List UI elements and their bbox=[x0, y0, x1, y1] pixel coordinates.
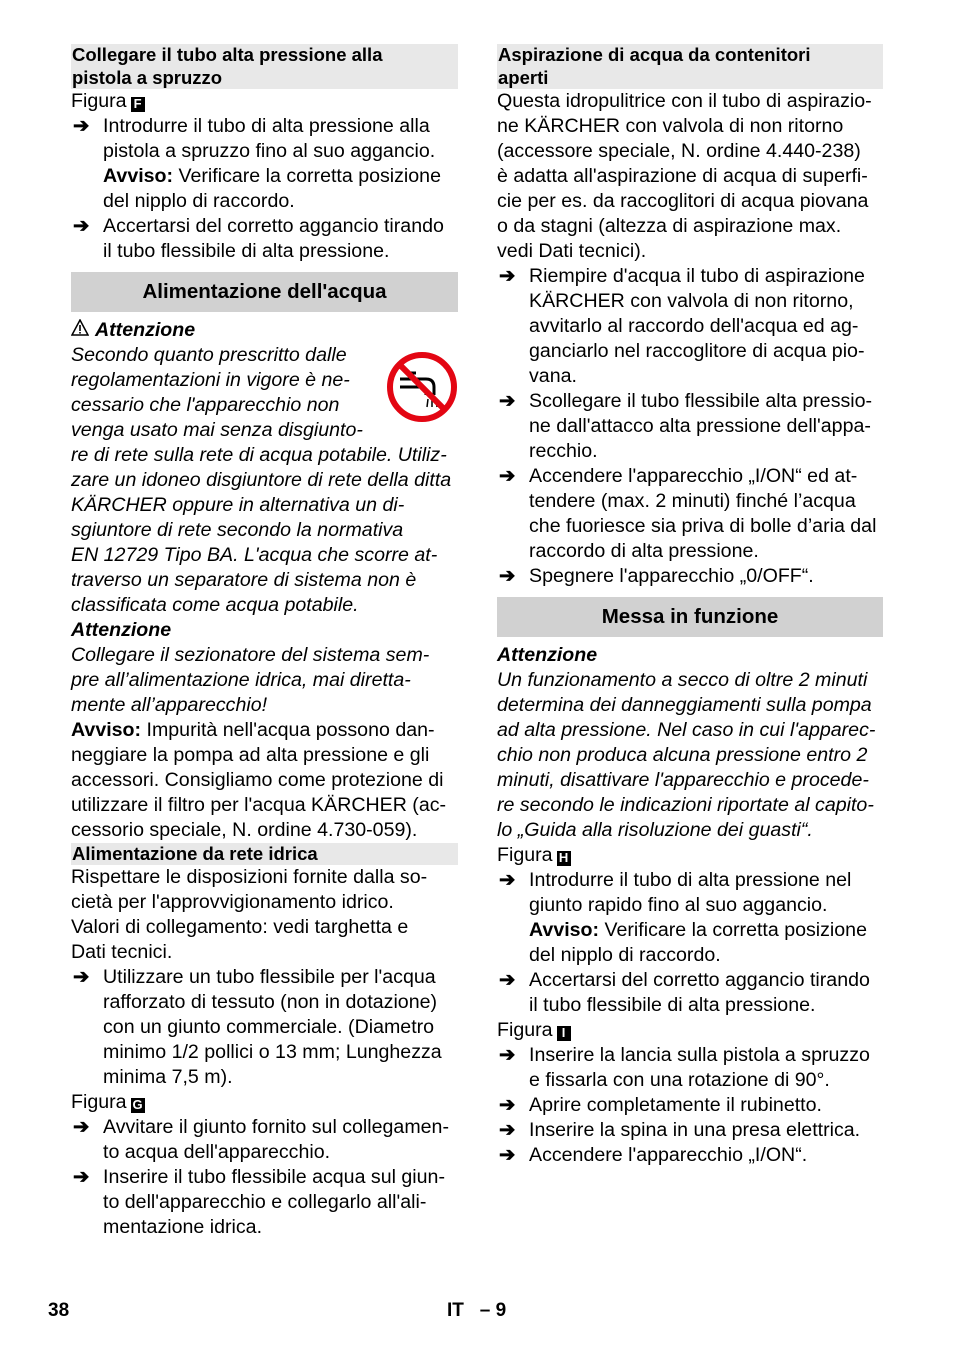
list-item: ➔ Scollegare il tubo flessibile alta pressio- ne dall'attacco alta pressione dell'appa- recchio. bbox=[499, 390, 873, 462]
warning-triangle-icon bbox=[71, 318, 95, 343]
right-column bbox=[497, 44, 883, 1168]
list-item: ➔ Avvitare il giunto fornito sul collegamen- to acqua dell'apparecchio. bbox=[73, 1116, 449, 1163]
figure-ref-h: Figura H bbox=[497, 843, 883, 868]
list-item: ➔ Inserire la spina in una presa elettrica. bbox=[499, 1119, 861, 1141]
mains-paragraph: Rispettare le disposizioni fornite dalla so- cietà per l'approvvigionamento idrico. Valori di collegamento: vedi targhetta e Dati tecnici. bbox=[71, 866, 428, 963]
figure-ref-f: Figura F bbox=[71, 89, 458, 114]
arrow-right-icon: ➔ bbox=[73, 115, 90, 137]
arrow-right-icon: ➔ bbox=[499, 1119, 516, 1141]
arrow-right-icon: ➔ bbox=[499, 265, 516, 287]
list-item: ➔ Inserire il tubo flessibile acqua sul giun- to dell'apparecchio e collegarlo all'ali- mentazione idrica. bbox=[73, 1166, 445, 1238]
list-item: ➔ Accertarsi del corretto aggancio tirando il tubo flessibile di alta pressione. bbox=[499, 969, 870, 1016]
arrow-right-icon: ➔ bbox=[499, 1144, 516, 1166]
figure-ref-i: Figura I bbox=[497, 1018, 883, 1043]
figure-letter-h: H bbox=[557, 851, 571, 866]
list-item: ➔ Accertarsi del corretto aggancio tirando il tubo flessibile di alta pressione. bbox=[73, 215, 444, 262]
arrow-right-icon: ➔ bbox=[499, 465, 516, 487]
list-item: ➔ Inserire la lancia sulla pistola a spruzzo e fissarla con una rotazione di 90°. bbox=[499, 1044, 870, 1091]
heading-mains-supply: Alimentazione da rete idrica bbox=[71, 843, 458, 865]
arrow-right-icon: ➔ bbox=[499, 969, 516, 991]
list-item: ➔ Riempire d'acqua il tubo di aspirazione KÄRCHER con valvola di non ritorno, avvitarlo al raccordo dell'acqua ed ag- ganciarlo nel raccoglitore di acqua pio- vana. bbox=[499, 265, 865, 387]
arrow-right-icon: ➔ bbox=[73, 215, 90, 237]
list-item: ➔ Accendere l'apparecchio „I/ON“. bbox=[499, 1144, 808, 1166]
figure-letter-i: I bbox=[557, 1026, 571, 1041]
left-column bbox=[71, 44, 458, 1240]
list-item: ➔ Introdurre il tubo di alta pressione nel giunto rapido fino al suo aggancio. Avviso: Verificare la corretta posizione del nipplo di raccordo. bbox=[499, 869, 867, 966]
figure-ref-g: Figura G bbox=[71, 1091, 143, 1113]
arrow-right-icon: ➔ bbox=[499, 565, 516, 587]
arrow-right-icon: ➔ bbox=[499, 1044, 516, 1066]
figure-letter-f: F bbox=[131, 97, 145, 112]
warning-heading: Attenzione bbox=[71, 318, 458, 343]
warning-heading-2: Attenzione bbox=[71, 619, 172, 641]
warning-text: Secondo quanto prescritto dalle regolamentazioni in vigore è ne- cessario che l'apparecchio non venga usato mai senza disgiunto- re di rete sulla rete di acqua potabile. Utiliz- zare un idoneo disgiuntore di rete della ditta KÄRCHER oppure in alternativa un di- sgiuntore di rete secondo la normativa EN 12729 Tipo BA. L'acqua che scorre at- traverso un separatore di sistema non è classificata come acqua potabile. bbox=[71, 343, 458, 618]
arrow-right-icon: ➔ bbox=[73, 966, 90, 988]
arrow-right-icon: ➔ bbox=[73, 1166, 90, 1188]
arrow-right-icon: ➔ bbox=[73, 1116, 90, 1138]
list-item: ➔ Utilizzare un tubo flessibile per l'acqua rafforzato di tessuto (non in dotazione) con un giunto commerciale. (Diametro minimo 1/2 pollici o 13 mm; Lunghezza minima 7,5 m). bbox=[73, 966, 442, 1088]
list-item: ➔ Aprire completamente il rubinetto. bbox=[499, 1094, 822, 1116]
no-drinking-water-connection-icon bbox=[386, 351, 458, 423]
heading-suction-open-containers: Aspirazione di acqua da contenitori aperti bbox=[497, 44, 883, 89]
warning-text-2: Collegare il sezionatore del sistema sem- pre all’alimentazione idrica, mai diretta- mente all’apparecchio! bbox=[71, 644, 430, 716]
arrow-right-icon: ➔ bbox=[499, 390, 516, 412]
heading-connect-hose-gun: Collegare il tubo alta pressione alla pistola a spruzzo bbox=[71, 44, 458, 89]
list-item: ➔ Spegnere l'apparecchio „0/OFF“. bbox=[499, 565, 814, 587]
arrow-right-icon: ➔ bbox=[499, 1094, 516, 1116]
suction-intro: Questa idropulitrice con il tubo di aspirazio- ne KÄRCHER con valvola di non ritorno (accessore speciale, N. ordine 4.440-238) è adatta all'aspirazione di acqua di superfi- cie per es. da raccoglitori di acqua piovana o da stagni (altezza di aspirazione max. vedi Dati tecnici). bbox=[497, 90, 872, 262]
list-item: ➔ Introdurre il tubo di alta pressione alla pistola a spruzzo fino al suo aggancio. Avviso: Verificare la corretta posizione del nipplo di raccordo. bbox=[73, 115, 441, 212]
page-number: 38 bbox=[48, 1300, 70, 1321]
section-page-indicator: IT – 9 bbox=[447, 1300, 507, 1321]
warning-heading: Attenzione bbox=[497, 644, 598, 666]
list-item: ➔ Accendere l'apparecchio „I/ON“ ed at- tendere (max. 2 minuti) finché l’acqua che fuoriesce sia priva di bolle d’aria dal raccordo di alta pressione. bbox=[499, 465, 877, 562]
note-paragraph: Avviso: Impurità nell'acqua possono dan- neggiare la pompa ad alta pressione e gli accessori. Consigliamo come protezione di utilizzare il filtro per l'acqua KÄRCHER (ac- cessorio speciale, N. ordine 4.730-059). bbox=[71, 719, 447, 841]
figure-letter-g: G bbox=[132, 1097, 143, 1112]
section-title-water-supply: Alimentazione dell'acqua bbox=[71, 272, 458, 312]
section-title-start-up: Messa in funzione bbox=[497, 597, 883, 637]
arrow-right-icon: ➔ bbox=[499, 869, 516, 891]
warning-text: Un funzionamento a secco di oltre 2 minuti determina dei danneggiamenti sulla pompa ad alta pressione. Nel caso in cui l'apparec- chio non produca alcuna pressione entro 2 minuti, disattivare l'apparecchio e procede- re secondo le indicazioni riportate al capito- lo „Guida alla risoluzione dei guasti“. bbox=[497, 669, 876, 841]
